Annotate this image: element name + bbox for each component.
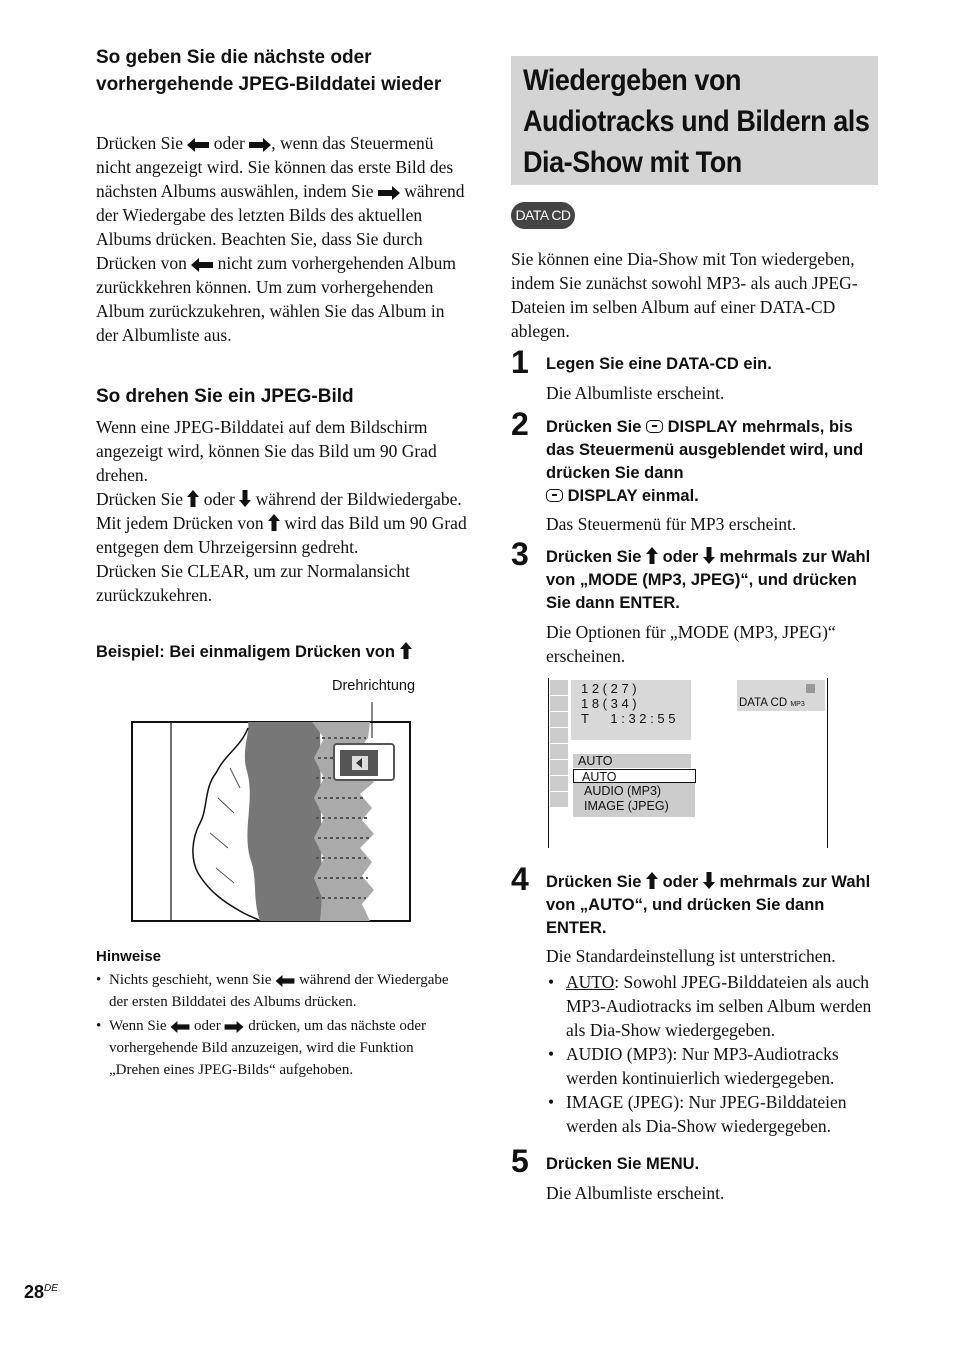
right-arrow-icon (249, 138, 271, 152)
section-heading-rotate: So drehen Sie ein JPEG-Bild (96, 386, 354, 407)
page-title: Wiedergeben von Audiotracks und Bildern als Dia-Show mit Ton (523, 64, 870, 179)
paragraph-next-image: Drücken Sie oder , wenn das Steuermenü nicht angezeigt wird. Sie können das erste Bild des nächsten Albums auswählen, indem Sie während der Wiedergabe des letzten Bilds des aktuellen Albums drücken. Beachten Sie, dass Sie durch Drücken von nicht zum vorhergehenden Album zurückkehren können. Um zum vorhergehenden Album zurückzukehren, wählen Sie das Album in der Albumliste aus. (96, 133, 465, 345)
option-audio-mp3[interactable]: AUDIO (MP3) (584, 784, 662, 798)
step-number: 1 (511, 344, 529, 380)
step-3-result: Die Optionen für „MODE (MP3, JPEG)“ erscheinen. (546, 622, 836, 666)
disc-type-panel (737, 680, 825, 711)
mode-current-value: AUTO (573, 754, 691, 768)
playing-time: T 1 : 3 2 : 5 5 (581, 711, 676, 726)
section-heading-next-image: So geben Sie die nächste oder vorhergehende JPEG-Bilddatei wieder (96, 47, 442, 95)
example-caption: Beispiel: Bei einmaligem Drücken von (96, 641, 466, 664)
data-cd-badge: DATA CD (511, 202, 575, 229)
up-arrow-icon (400, 642, 412, 659)
down-arrow-icon (703, 547, 715, 564)
option-image-jpeg[interactable]: IMAGE (JPEG) (584, 799, 669, 813)
up-arrow-icon (646, 872, 658, 889)
left-arrow-icon (187, 138, 209, 152)
step-4-instruction: Drücken Sie oder mehrmals zur Wahl von „AUTO“, und drücken Sie dann ENTER. (546, 873, 871, 937)
step-2-result: Das Steuermenü für MP3 erscheint. (546, 514, 797, 534)
intro-paragraph: Sie können eine Dia-Show mit Ton wiedergeben, indem Sie zunächst sowohl MP3- als auch JPEG-Dateien im selben Album auf einer DATA-CD ablegen. (511, 249, 858, 341)
page-number: 28DE (24, 1282, 58, 1302)
display-button-icon (646, 420, 663, 433)
note-item: • Wenn Sie oder drücken, um das nächste oder vorhergehende Bild anzuzeigen, wird die Funktion „Drehen eines JPEG-Bilds“ aufgehoben. (96, 1015, 466, 1081)
option-auto[interactable]: AUTO (573, 769, 696, 783)
disc-type-label: DATA CD MP3 (739, 697, 805, 709)
menu-icon-column (550, 680, 568, 808)
step-number: 3 (511, 536, 529, 572)
step-number: 4 (511, 861, 529, 897)
step-number: 2 (511, 406, 529, 442)
step-5-instruction: Drücken Sie MENU. (546, 1155, 700, 1173)
step-number: 5 (511, 1143, 529, 1179)
paragraph-rotate: Wenn eine JPEG-Bilddatei auf dem Bildschirm angezeigt wird, können Sie das Bild um 90 Grad drehen. Drücken Sie oder während der Bildwiedergabe. Mit jedem Drücken von wird das Bild um 90 Grad entgegen dem Uhrzeigersinn gedreht. Drücken Sie CLEAR, um zur Normalansicht zurückzukehren. (96, 417, 467, 605)
down-arrow-icon (703, 872, 715, 889)
left-arrow-icon (191, 258, 213, 272)
step-4-result: Die Standardeinstellung ist unterstrichen. (546, 946, 836, 966)
right-arrow-icon (378, 186, 400, 200)
track-number: 1 8 ( 3 4 ) (581, 696, 637, 711)
step-1-instruction: Legen Sie eine DATA-CD ein. (546, 355, 772, 373)
list-item: • AUDIO (MP3): Nur MP3-Audiotracks werden kontinuierlich wiedergegeben. (546, 1042, 878, 1090)
up-arrow-icon (268, 514, 280, 531)
list-item: • AUTO: Sowohl JPEG-Bilddateien als auch MP3-Audiotracks im selben Album werden als Dia-Show wiedergegeben. (546, 970, 878, 1042)
step-3-instruction: Drücken Sie oder mehrmals zur Wahl von „MODE (MP3, JPEG)“, und drücken Sie dann ENTER. (546, 548, 871, 612)
status-square-icon (806, 684, 815, 693)
control-menu-screen (548, 678, 828, 848)
list-item: • IMAGE (JPEG): Nur JPEG-Bilddateien werden als Dia-Show wiedergegeben. (546, 1090, 878, 1138)
down-arrow-icon (239, 490, 251, 507)
left-arrow-icon (170, 1021, 190, 1033)
right-arrow-icon (224, 1021, 244, 1033)
mode-options-list (573, 769, 695, 817)
step-2-instruction: Drücken Sie DISPLAY mehrmals, bis das Steuermenü ausgeblendet wird, und drücken Sie dann DISPLAY einmal. (546, 418, 864, 505)
mode-options-description (546, 970, 878, 1138)
notes-title: Hinweise (96, 948, 162, 965)
title-box (511, 56, 878, 185)
up-arrow-icon (187, 490, 199, 507)
left-arrow-icon (275, 975, 295, 987)
step-5-result: Die Albumliste erscheint. (546, 1183, 725, 1203)
track-info-panel (571, 680, 691, 740)
album-number: 1 2 ( 2 7 ) (581, 681, 637, 696)
figure-label: Drehrichtung (332, 678, 416, 694)
up-arrow-icon (646, 547, 658, 564)
display-button-icon (546, 489, 563, 502)
step-1-result: Die Albumliste erscheint. (546, 383, 725, 403)
note-item: • Nichts geschieht, wenn Sie während der Wiedergabe der ersten Bilddatei des Albums drücken. (96, 969, 466, 1013)
rotation-figure (130, 698, 412, 924)
notes-list (96, 969, 466, 1081)
